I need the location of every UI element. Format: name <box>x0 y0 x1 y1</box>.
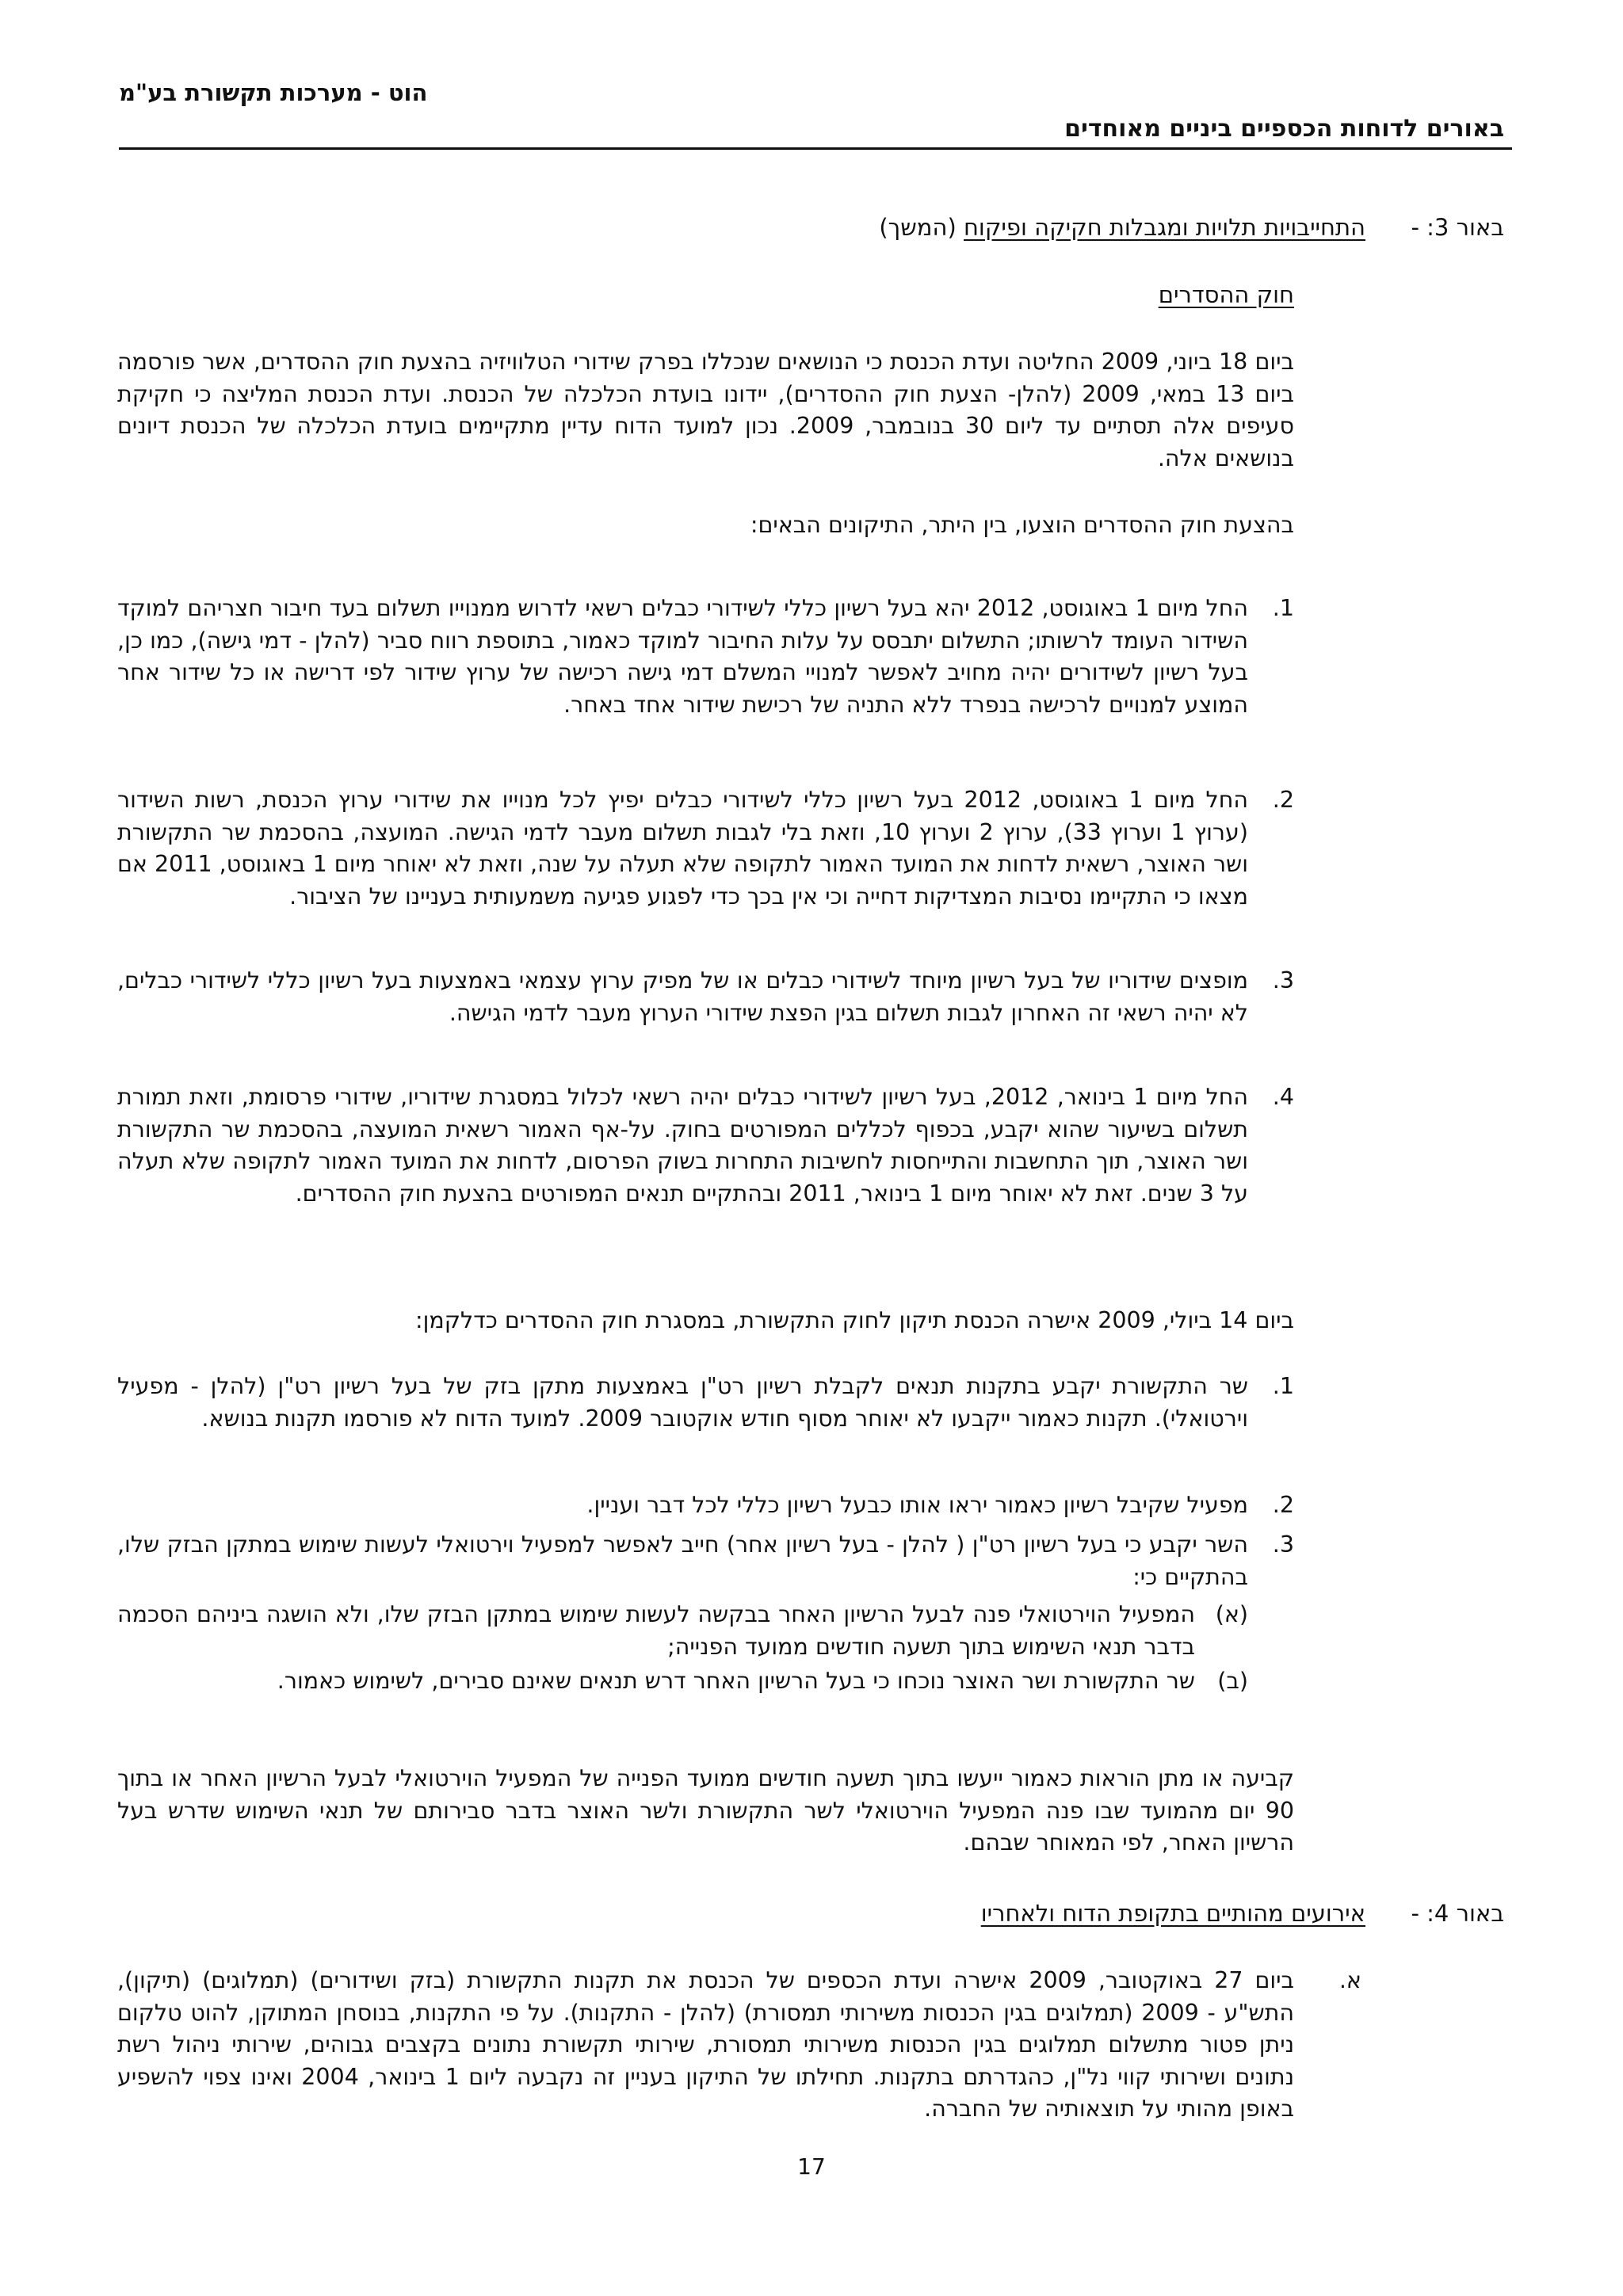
sub-item-label-b: (ב) <box>1217 1668 1248 1694</box>
amendment-number-1: .1 <box>1272 595 1294 621</box>
company-name: הוט - מערכות תקשורת בע"מ <box>119 79 428 106</box>
amendment-text-4: החל מיום 1 בינואר, 2012, בעל רשיון לשידורי כבלים יהיה רשאי לכלול במסגרת שידוריו, שידורי פרסומת, וזאת תמורת תשלום בשיעור שהוא יקבע, בכפוף לכללים המפורטים בחוק. על-אף האמור רשאית המועצה, בהסכמת שר התקשורת ושר האוצר, תוך התחשבות והתייחסות לחשיבות התחרות בשוק הפרסום, לדחות את המועד האמור לתקופה שלא תעלה על 3 שנים. זאת לא יאוחר מיום 1 בינואר, 2011 ובהתקיים תנאים המפורטים בהצעת חוק ההסדרים. <box>117 1084 1249 1207</box>
arrangements-law-paragraph: ביום 18 ביוני, 2009 החליטה ועדת הכנסת כי הנושאים שנכללו בפרק שידורי הטלוויזיה בהצעת חוק ההסדרים, אשר פורסמה ביום 13 במאי, 2009 (להלן- הצעת חוק ההסדרים), יידונו בועדת הכלכלה של הכנסת. ועדת הכנסת המליצה כי חקיקת סעיפים אלה תסתיים עד ליום 30 בנובמבר, 2009. נכון למועד הדוח עדיין מתקיימים בועדת הכלכלה של הכנסת דיונים בנושאים אלה. <box>117 349 1295 471</box>
amendments-intro: בהצעת חוק ההסדרים הוצעו, בין היתר, התיקונים הבאים: <box>750 512 1294 538</box>
note4-item-text: ביום 27 באוקטובר, 2009 אישרה ועדת הכספים של הכנסת את תקנות התקשורת (בזק ושידורים) (תמלוגים) (תיקון), התש"ע - 2009 (תמלוגים בגין הכנסות משירותי תמסורת) (להלן - התקנות). על פי התקנות, בנוסחן המתוקן, להוט טלקום ניתן פטור מתשלום תמלוגים בגין הכנסות משירותי תמסורת, שירותי תקשורת נתונים בקצבים גבוהים, שירותי ניהול רשת נתונים ושירותי קווי נל"ן, כהגדרתם בתקנות. תחילתו של התיקון בעניין זה נקבעה ליום 1 בינואר, 2004 ואינו צפוי להשפיע באופן מהותי על תוצאותיה של החברה. <box>117 1967 1294 2122</box>
amendment-text-1: החל מיום 1 באוגוסט, 2012 יהא בעל רשיון כללי לשידורי כבלים רשאי לדרוש ממנוייו תשלום בעד חיבור חצריהם למוקד השידור העומד לרשותו; התשלום יתבסס על עלות החיבור למוקד כאמור, בתוספת רווח סביר (להלן - דמי גישה), כמו כן, בעל רשיון לשידורים יהיה מחויב לאפשר למנויי המשלם דמי גישה רכישה של ערוץ שידור לפי דרישה או כל שידור אחר המוצע למנויים לרכישה בנפרד ללא התניה של רכישת שידור אחד באחר. <box>117 595 1248 718</box>
july-item-number-1: .1 <box>1272 1373 1294 1399</box>
note3-title: התחייבויות תלויות ומגבלות חקיקה ופיקוח <box>963 214 1365 241</box>
report-title: באורים לדוחות הכספיים ביניים מאוחדים <box>1064 115 1504 143</box>
amendment-number-3: .3 <box>1272 967 1294 994</box>
july-amendment-intro: ביום 14 ביולי, 2009 אישרה הכנסת תיקון לחוק התקשורת, במסגרת חוק ההסדרים כדלקמן: <box>415 1307 1294 1333</box>
note3-title-line <box>879 214 1365 241</box>
july-item-text-1: שר התקשורת יקבע בתקנות תנאים לקבלת רשיון רט"ן באמצעות מתקן בזק של בעל רשיון רט"ן (להלן - מפעיל וירטואלי). תקנות כאמור ייקבעו לא יאוחר מסוף חודש אוקטובר 2009. למועד הדוח לא פורסמו תקנות בנושא. <box>117 1373 1248 1432</box>
sub-item-label-a: (א) <box>1215 1601 1248 1627</box>
note3-label: באור 3: - <box>1411 214 1504 241</box>
amendment-text-3: מופצים שידוריו של בעל רשיון מיוחד לשידורי כבלים או של מפיק ערוץ עצמאי באמצעות בעל רשיון כללי לשידורי כבלים, לא יהיה רשאי זה האחרון לגבות תשלום בגין הפצת שידורי הערוץ מעבר לדמי הגישה. <box>117 967 1248 1026</box>
page-number: 17 <box>797 2153 826 2180</box>
july-item-text-2: מפעיל שקיבל רשיון כאמור יראו אותו כבעל רשיון כללי לכל דבר ועניין. <box>586 1492 1248 1518</box>
july-item-number-3: .3 <box>1272 1531 1294 1558</box>
note4-title: אירועים מהותיים בתקופת הדוח ולאחריו <box>980 1900 1365 1927</box>
amendment-number-4: .4 <box>1272 1084 1294 1110</box>
closing-paragraph: קביעה או מתן הוראות כאמור ייעשו בתוך תשעה חודשים ממועד הפנייה של המפעיל הוירטואלי לבעל הרשיון האחר או בתוך 90 יום מהמועד שבו פנה המפעיל הוירטואלי לשר התקשורת ולשר האוצר בדבר סבירותם של תנאי השימוש שדרש בעל הרשיון האחר, לפי המאוחר שבהם. <box>117 1765 1294 1855</box>
amendment-number-2: .2 <box>1272 787 1294 813</box>
note3-title-suffix: (המשך) <box>879 214 957 241</box>
sub-item-text-b: שר התקשורת ושר האוצר נוכחו כי בעל הרשיון האחר דרש תנאים שאינם סבירים, לשימוש כאמור. <box>277 1668 1195 1694</box>
july-item-number-2: .2 <box>1272 1492 1294 1518</box>
arrangements-law-subheading: חוק ההסדרים <box>1158 281 1294 308</box>
july-item-text-3: השר יקבע כי בעל רשיון רט"ן ( להלן - בעל רשיון אחר) חייב לאפשר למפעיל וירטואלי לעשות שימוש במתקן הבזק שלו, בהתקיים כי: <box>117 1531 1248 1590</box>
sub-item-text-a: המפעיל הוירטואלי פנה לבעל הרשיון האחר בבקשה לעשות שימוש במתקן הבזק שלו, ולא הושגה ביניהם הסכמה בדבר תנאי השימוש בתוך תשעה חודשים ממועד הפנייה; <box>117 1601 1195 1660</box>
header-divider <box>119 147 1512 150</box>
amendment-text-2: החל מיום 1 באוגוסט, 2012 בעל רשיון כללי לשידורי כבלים יפיץ לכל מנוייו את שידורי ערוץ הכנסת, רשות השידור (ערוץ 1 וערוץ 33), ערוץ 2 וערוץ 10, וזאת בלי לגבות תשלום מעבר לדמי הגישה. המועצה, בהסכמת שר התקשורת ושר האוצר, רשאית לדחות את המועד האמור לתקופה שלא תעלה על שנה, וזאת לא יאוחר מיום 1 באוגוסט, 2011 אם מצאו כי התקיימו נסיבות המצדיקות דחייה וכי אין בכך כדי לפגוע פגיעה משמעותית בעניינו של הציבור. <box>117 787 1248 910</box>
note4-item-label: א. <box>1338 1967 1361 1993</box>
note4-label: באור 4: - <box>1411 1900 1504 1927</box>
